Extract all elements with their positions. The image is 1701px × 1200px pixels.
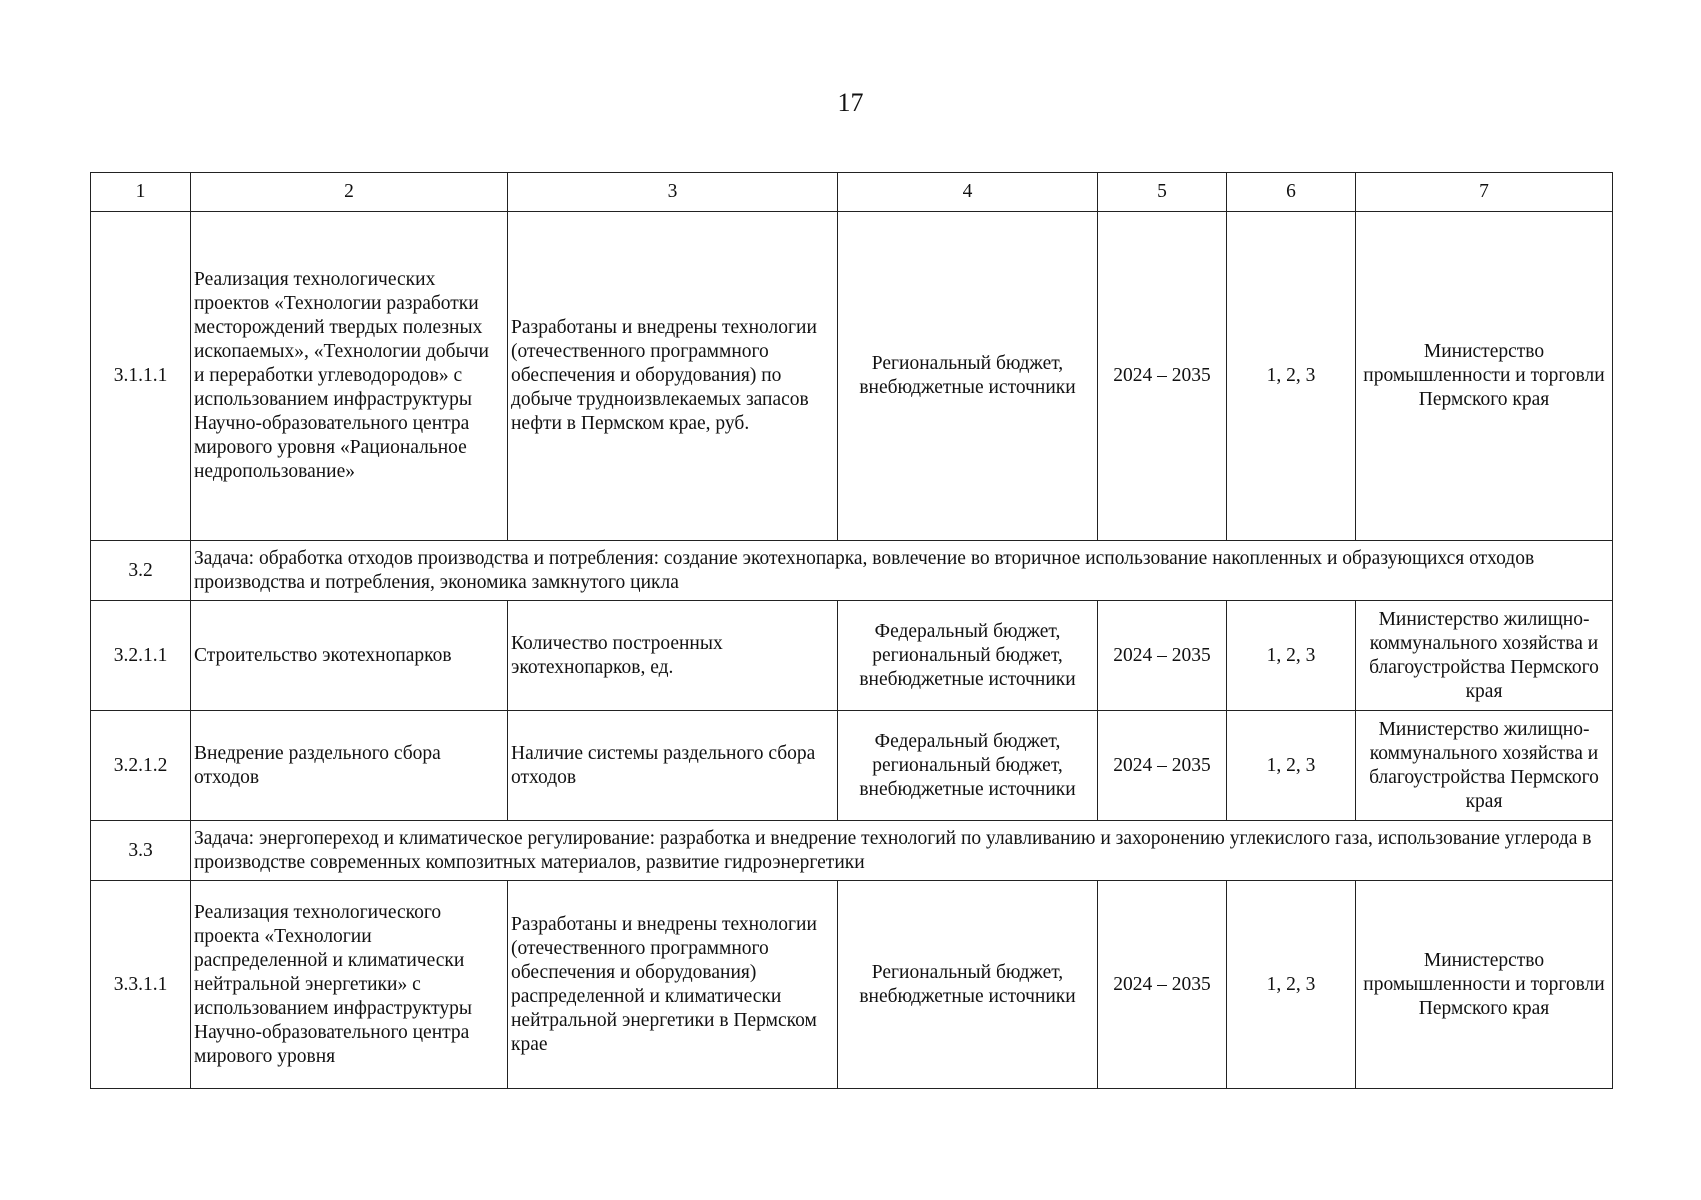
row-number: 3.3 [91,821,191,881]
table-row [91,212,1613,541]
implementation-stages: 1, 2, 3 [1227,881,1356,1089]
activity-name: Реализация технологического проекта «Технологии распределенной и климатически нейтральной энергетики» с использованием инфраструктуры Научно-образовательного центра мирового уровня [191,881,508,1089]
column-header: 3 [508,173,838,212]
column-header: 1 [91,173,191,212]
implementation-period: 2024 – 2035 [1098,212,1227,541]
activity-name: Внедрение раздельного сбора отходов [191,711,508,821]
row-number: 3.2 [91,541,191,601]
responsible-executor: Министерство промышленности и торговли Пермского края [1356,212,1613,541]
column-header: 6 [1227,173,1356,212]
implementation-stages: 1, 2, 3 [1227,601,1356,711]
row-number: 3.2.1.2 [91,711,191,821]
funding-source: Федеральный бюджет, региональный бюджет, внебюджетные источники [838,601,1098,711]
task-description: Задача: обработка отходов производства и потребления: создание экотехнопарка, вовлечение во вторичное использование накопленных и образующихся отходов производства и потребления, экономика замкнутого цикла [191,541,1613,601]
funding-source: Федеральный бюджет, региональный бюджет, внебюджетные источники [838,711,1098,821]
table-row [91,881,1613,1089]
activity-name: Реализация технологических проектов «Технологии разработки месторождений твердых полезных ископаемых», «Технологии добычи и переработки углеводородов» с использованием инфраструктуры Научно-образовательного центра мирового уровня «Рациональное недропользование» [191,212,508,541]
implementation-stages: 1, 2, 3 [1227,711,1356,821]
responsible-executor: Министерство жилищно-коммунального хозяйства и благоустройства Пермского края [1356,601,1613,711]
implementation-period: 2024 – 2035 [1098,881,1227,1089]
column-header: 7 [1356,173,1613,212]
activity-result: Наличие системы раздельного сбора отходов [508,711,838,821]
funding-source: Региональный бюджет, внебюджетные источники [838,212,1098,541]
activity-result: Разработаны и внедрены технологии (отечественного программного обеспечения и оборудования) по добыче трудноизвлекаемых запасов нефти в Пермском крае, руб. [508,212,838,541]
activities-table [90,172,1613,1089]
funding-source: Региональный бюджет, внебюджетные источники [838,881,1098,1089]
page-number: 17 [837,88,864,117]
row-number: 3.1.1.1 [91,212,191,541]
activity-name: Строительство экотехнопарков [191,601,508,711]
implementation-period: 2024 – 2035 [1098,711,1227,821]
task-row [91,541,1613,601]
implementation-stages: 1, 2, 3 [1227,212,1356,541]
table-row [91,601,1613,711]
column-header: 5 [1098,173,1227,212]
implementation-period: 2024 – 2035 [1098,601,1227,711]
column-header: 2 [191,173,508,212]
activity-result: Количество построенных экотехнопарков, ед. [508,601,838,711]
task-row [91,821,1613,881]
responsible-executor: Министерство жилищно-коммунального хозяйства и благоустройства Пермского края [1356,711,1613,821]
responsible-executor: Министерство промышленности и торговли Пермского края [1356,881,1613,1089]
table-row [91,711,1613,821]
row-number: 3.3.1.1 [91,881,191,1089]
activity-result: Разработаны и внедрены технологии (отечественного программного обеспечения и оборудования) распределенной и климатически нейтральной энергетики в Пермском крае [508,881,838,1089]
row-number: 3.2.1.1 [91,601,191,711]
task-description: Задача: энергопереход и климатическое регулирование: разработка и внедрение технологий по улавливанию и захоронению углекислого газа, использование углерода в производстве современных композитных материалов, развитие гидроэнергетики [191,821,1613,881]
column-header: 4 [838,173,1098,212]
table-header-row [91,173,1613,212]
